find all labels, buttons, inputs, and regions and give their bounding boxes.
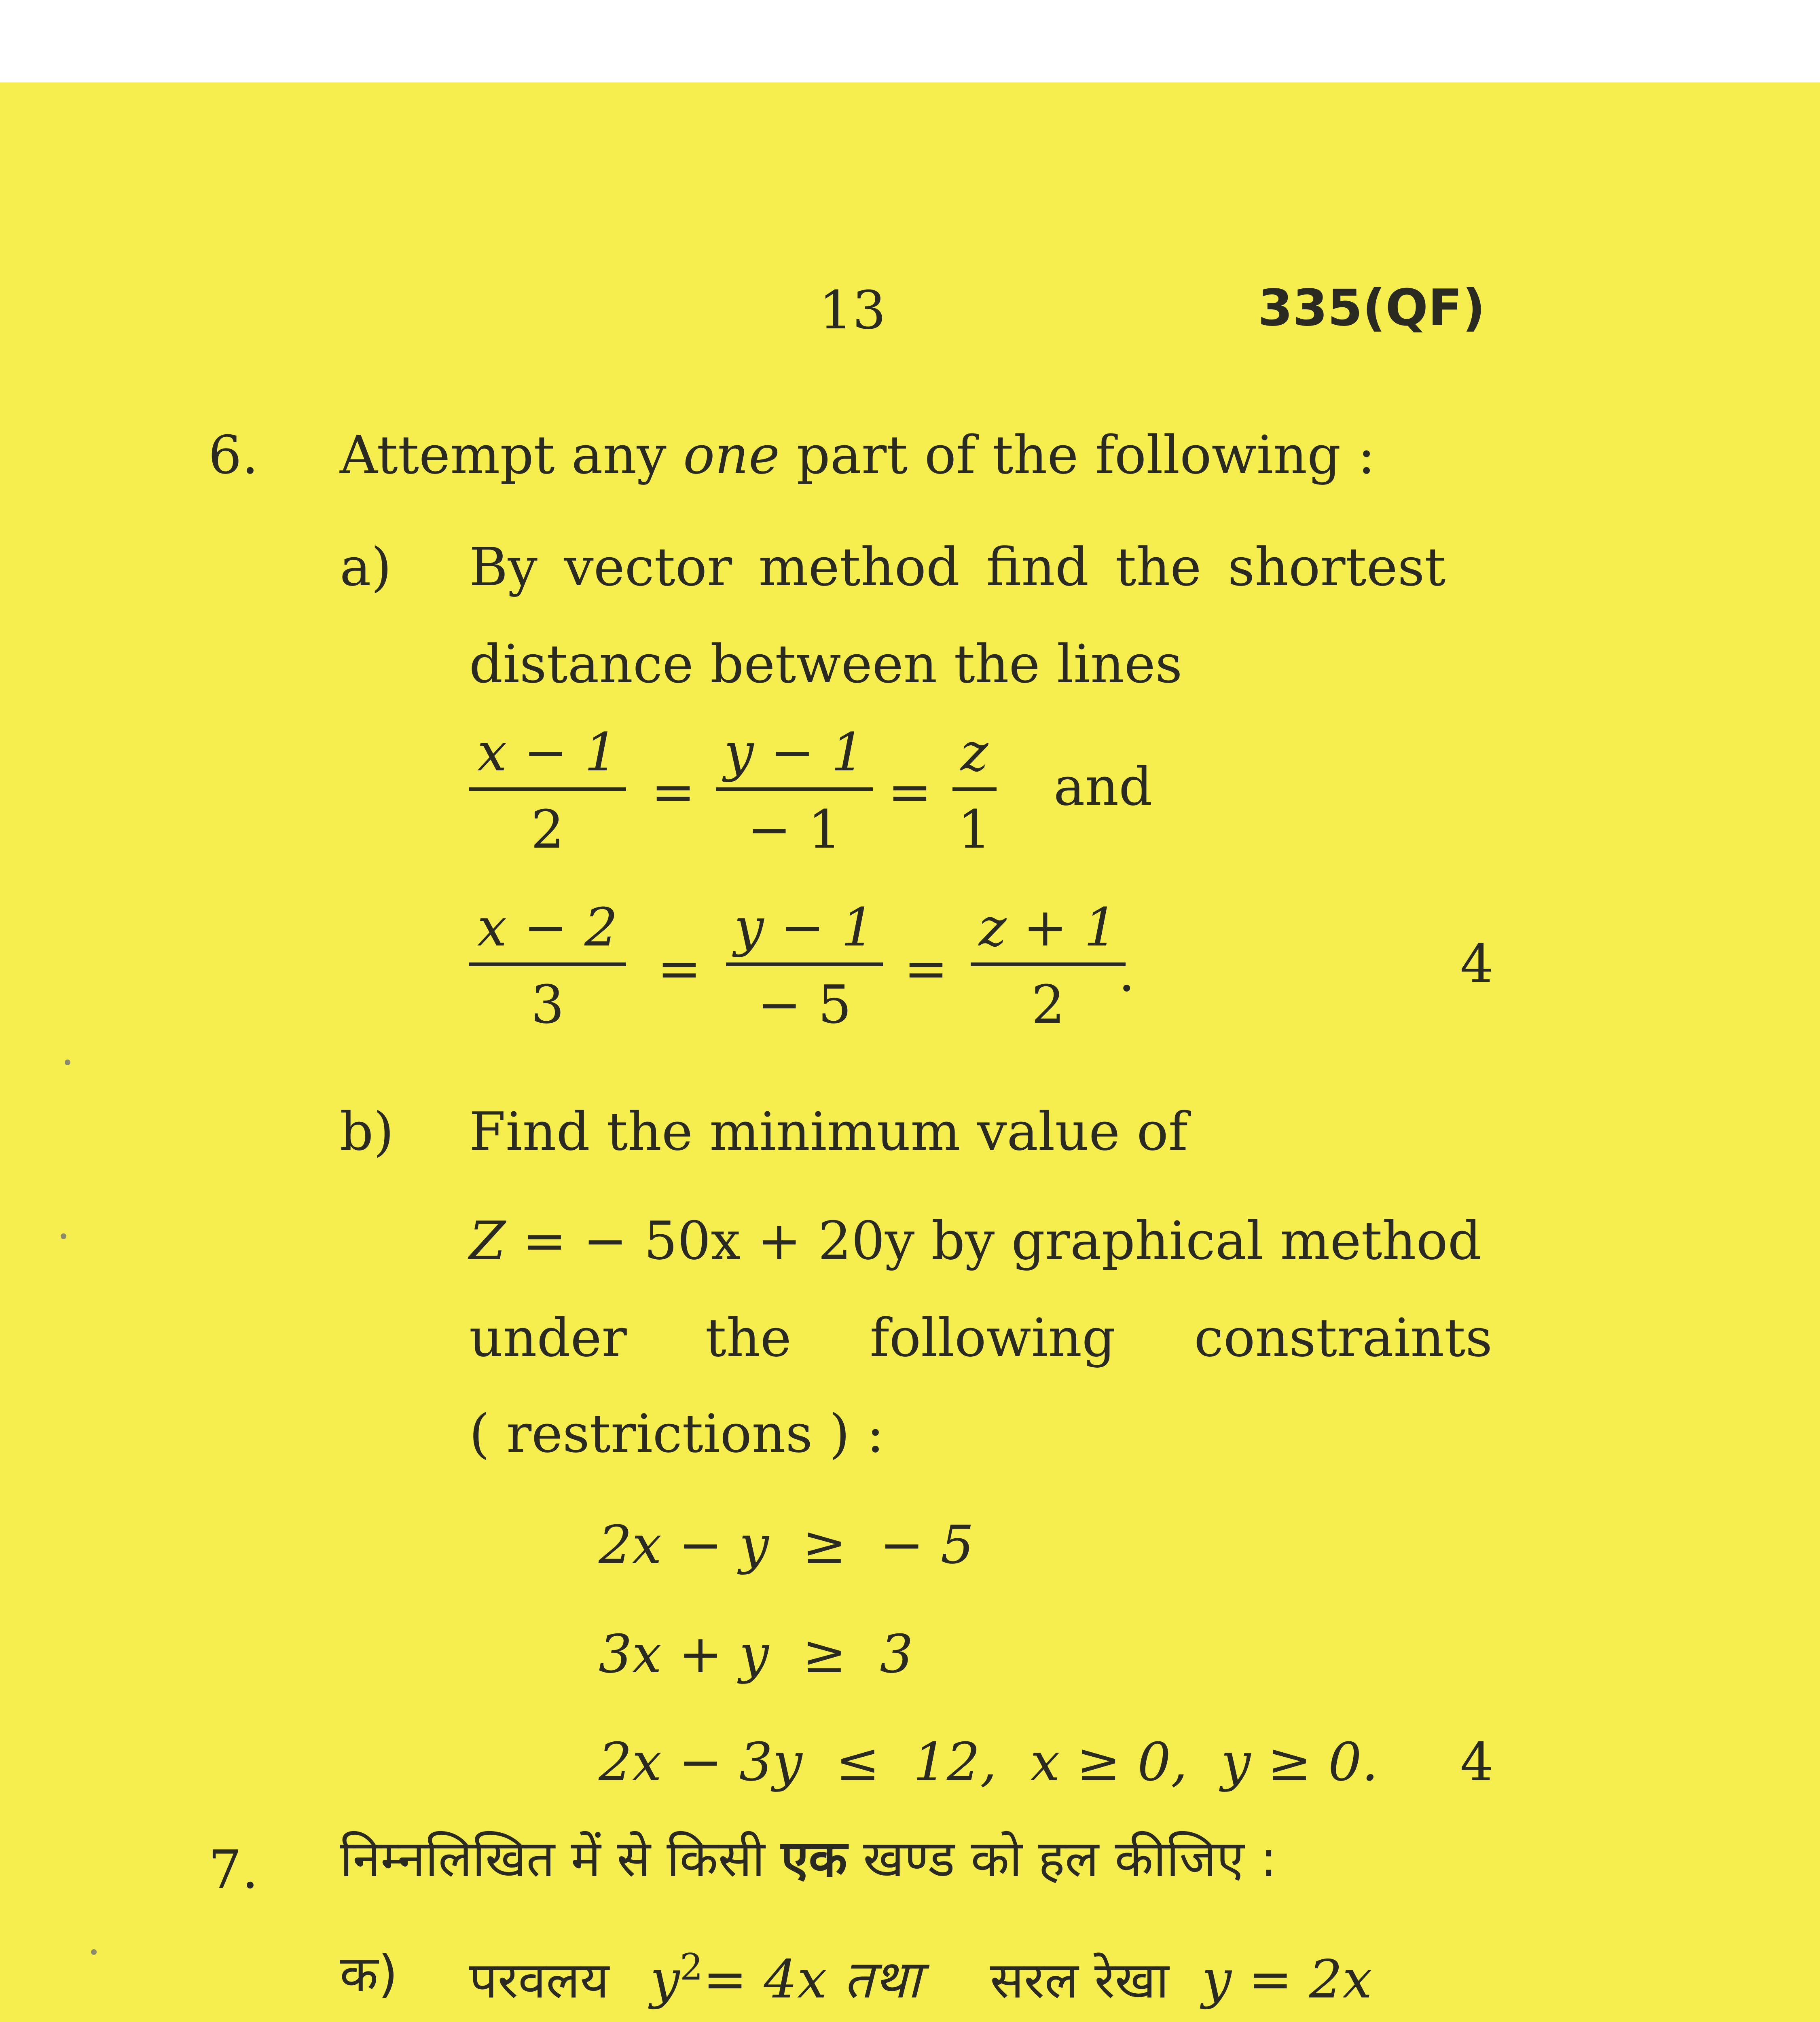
q6a-frac-x1: $\frac{x - 1}{2}$ <box>469 726 626 856</box>
q6b-line1: Find the minimum value of <box>469 1101 1188 1162</box>
q6a-frac-x2: $\frac{x - 2}{3}$ <box>469 901 626 1031</box>
scan-speck <box>65 1060 70 1065</box>
q7ka-label: क) <box>340 1945 398 2003</box>
q6b-line3: under the following constraints <box>469 1307 1492 1368</box>
equals-sign: = <box>904 938 948 999</box>
q6-instruction: Attempt any one part of the following : <box>340 424 1376 486</box>
equals-sign: = <box>651 761 695 823</box>
q6a-and: and <box>1054 756 1153 817</box>
q6a-frac-z2: $\frac{z + 1}{2}$ <box>971 901 1126 1031</box>
q6a-line2: distance between the lines <box>469 633 1183 695</box>
q7-instruction: निम्नलिखित में से किसी एक खण्ड को हल कीजिए : <box>340 1830 1277 1888</box>
q6-number: 6. <box>208 424 259 486</box>
equals-sign: = <box>657 938 701 999</box>
page-number: 13 <box>819 279 886 341</box>
q6b-line2: Z = − 50x + 20y by graphical method <box>469 1210 1481 1271</box>
q7-number: 7. <box>208 1839 259 1900</box>
constraint-3: 2x − 3y ≤ 12, x ≥ 0, y ≥ 0. <box>599 1731 1378 1793</box>
paper-code: 335(QF) <box>1258 279 1486 337</box>
q6a-frac-y2: $\frac{y - 1}{- 5}$ <box>726 901 883 1031</box>
q6a-marks: 4 <box>1460 933 1494 994</box>
q6a-period: . <box>1118 942 1135 1003</box>
constraint-2: 3x + y ≥ 3 <box>599 1623 913 1685</box>
scan-speck <box>91 1949 97 1955</box>
scan-speck <box>61 1233 66 1239</box>
q6a-label: a) <box>340 536 392 598</box>
equals-sign: = <box>888 761 932 823</box>
q6b-label: b) <box>340 1101 394 1162</box>
constraint-1: 2x − y ≥ − 5 <box>599 1514 974 1576</box>
q6b-line4: ( restrictions ) : <box>469 1403 885 1464</box>
q6b-marks: 4 <box>1460 1731 1494 1793</box>
q6a-frac-y1: $\frac{y - 1}{- 1}$ <box>716 726 873 856</box>
q6a-line1: By vector method find the shortest <box>469 536 1446 598</box>
q6a-frac-z1: $\frac{z}{1}$ <box>952 726 997 856</box>
q7ka-line1: परवलय $y^2= 4x$ तथा सरल रेखा y = 2x <box>469 1946 1372 2010</box>
